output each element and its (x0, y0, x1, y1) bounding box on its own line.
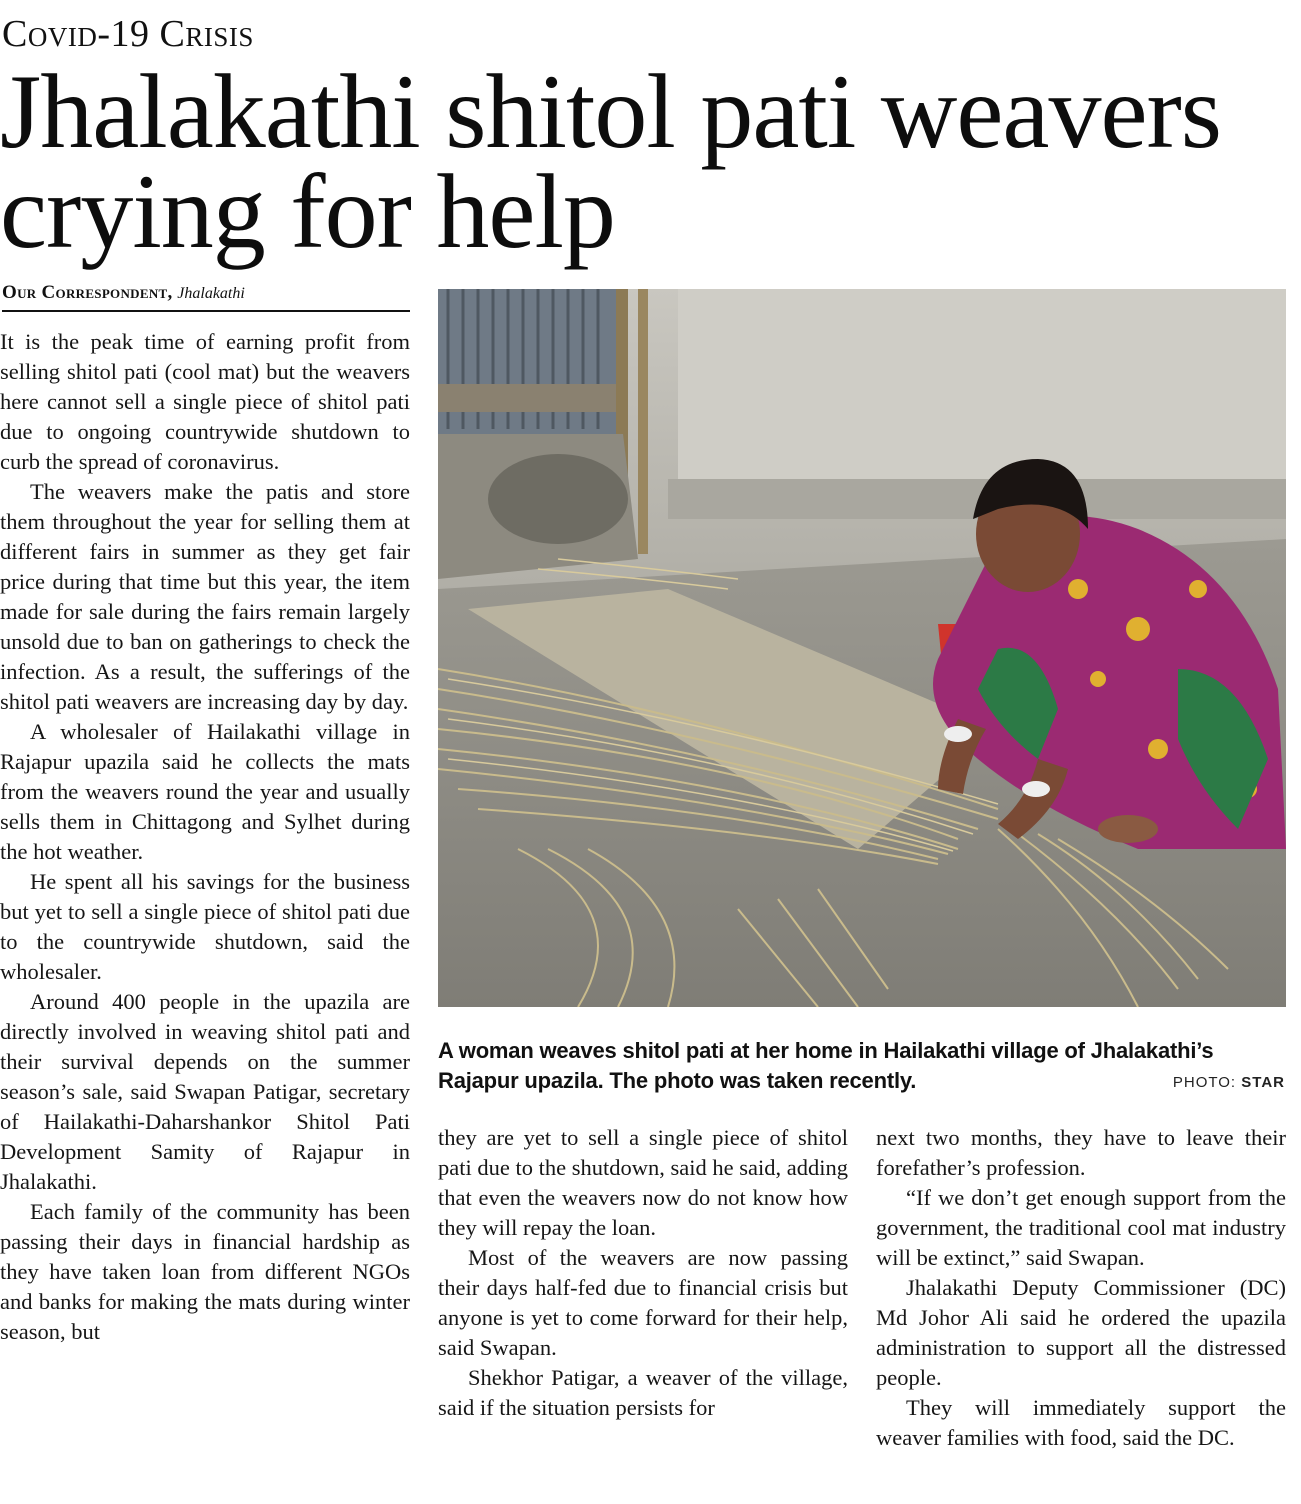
article-photo (438, 289, 1286, 1007)
paragraph: He spent all his savings for the business but yet to sell a single piece of shitol pati due to the countrywide shutdown, said the wholesaler. (0, 869, 410, 984)
paragraph: next two months, they have to leave their forefather’s profession. (876, 1125, 1286, 1180)
section-kicker: Covid-19 Crisis (2, 13, 254, 55)
paragraph: Shekhor Patigar, a weaver of the village, said if the situation persists for (438, 1365, 848, 1420)
byline-location: Jhalakathi (177, 285, 245, 302)
paragraph: A wholesaler of Hailakathi village in Rajapur upazila said he collects the mats from the weavers round the year and usually sells them in Chittagong and Sylhet during the hot weather. (0, 719, 410, 864)
paragraph: It is the peak time of earning profit from selling shitol pati (cool mat) but the weavers here cannot sell a single piece of shitol pati due to ongoing countrywide shutdown to curb the spread of coronavirus. (0, 329, 410, 474)
photo-credit-label: PHOTO: (1172, 1074, 1237, 1091)
byline-author: Our Correspondent, (2, 282, 173, 303)
byline (2, 280, 410, 312)
paragraph: Around 400 people in the upazila are directly involved in weaving shitol pati and their survival depends on the summer season’s sale, said Swapan Patigar, secretary of Hailakathi-Daharshankor Shitol Pati Development Samity of Rajapur in Jhalakathi. (0, 989, 410, 1194)
article-column-1 (0, 327, 410, 1347)
article-column-3 (876, 1123, 1286, 1453)
paragraph: Most of the weavers are now passing their days half-fed due to financial crisis but anyone is yet to come forward for their help, said Swapan. (438, 1245, 848, 1360)
paragraph: Each family of the community has been passing their days in financial hardship as they have taken loan from different NGOs and banks for making the mats during winter season, but (0, 1199, 410, 1344)
photo-caption: A woman weaves shitol pati at her home in Hailakathi village of Jhalakathi’s Rajapur upazila. The photo was taken recently. (438, 1038, 1214, 1093)
photo-credit (1173, 1074, 1285, 1091)
paragraph: Jhalakathi Deputy Commissioner (DC) Md Johor Ali said he ordered the upazila administration to support all the distressed people. (876, 1275, 1286, 1390)
article-column-2 (438, 1123, 848, 1423)
paragraph: they are yet to sell a single piece of shitol pati due to the shutdown, said he said, adding that even the weavers now do not know how they will repay the loan. (438, 1125, 848, 1240)
paragraph: “If we don’t get enough support from the government, the traditional cool mat industry will be extinct,” said Swapan. (876, 1185, 1286, 1270)
paragraph: They will immediately support the weaver families with food, said the DC. (876, 1395, 1286, 1450)
headline: Jhalakathi shitol pati weavers crying for help (0, 53, 1222, 270)
weaver-photo-illustration (438, 289, 1286, 1007)
photo-credit-source: STAR (1241, 1074, 1285, 1091)
paragraph: The weavers make the patis and store them throughout the year for selling them at different fairs in summer as they get fair price during that time but this year, the item made for sale during the fairs remain largely unsold due to ban on gatherings to check the infection. As a result, the sufferings of the shitol pati weavers are increasing day by day. (0, 479, 410, 714)
